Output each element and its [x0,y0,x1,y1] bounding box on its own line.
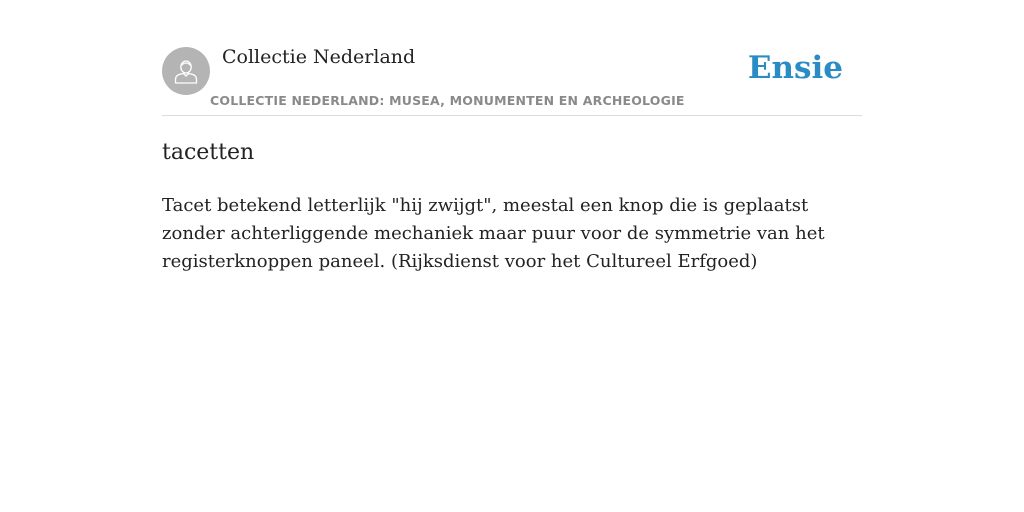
user-icon [172,57,200,85]
brand-logo[interactable]: Ensie [747,50,843,86]
author-name[interactable]: Collectie Nederland [222,46,416,68]
author-avatar[interactable] [162,47,210,95]
entry-header [162,40,862,116]
source-label[interactable]: COLLECTIE NEDERLAND: MUSEA, MONUMENTEN EN ARCHEOLOGIE [210,93,685,108]
entry-term: tacetten [162,140,255,165]
entry-definition: Tacet betekend letterlijk "hij zwijgt", meestal een knop die is geplaatst zonder achterliggende mechaniek maar puur voor de symmetrie van het registerknoppen paneel. (Rijksdienst voor het Cultureel Erfgoed) [162,195,825,272]
